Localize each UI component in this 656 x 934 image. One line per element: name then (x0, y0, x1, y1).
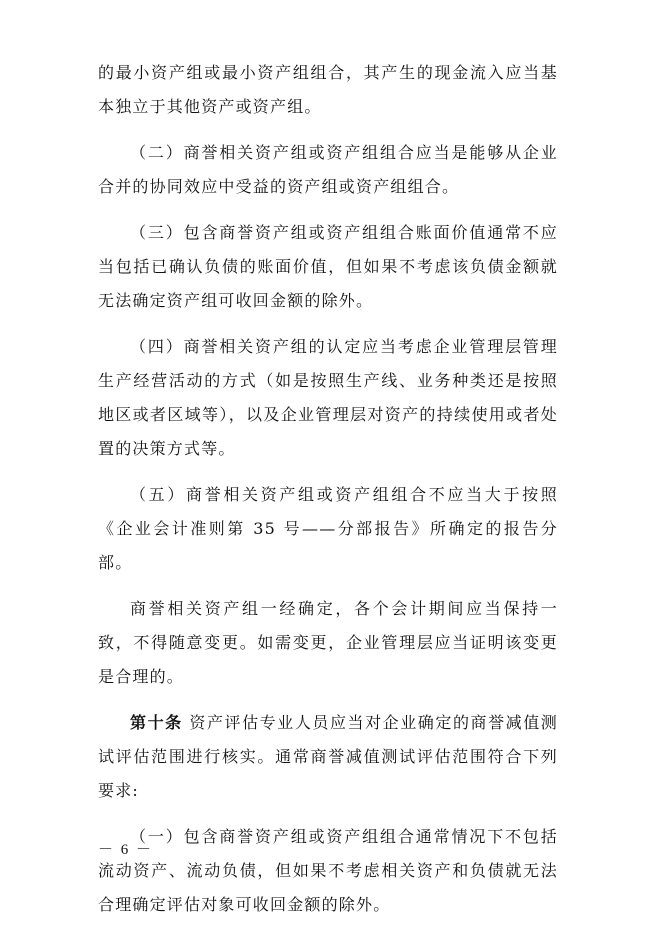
document-body (98, 56, 558, 934)
paragraph-item-3: （三）包含商誉资产组或资产组组合账面价值通常不应当包括已确认负债的账面价值，但如果不考虑该负债金额就无法确定资产组可收回金额的除外。 (98, 223, 558, 310)
page-number: － 6 － (98, 842, 154, 858)
paragraph-item-5: （五）商誉相关资产组或资产组组合不应当大于按照《企业会计准则第 35 号——分部报告》所确定的报告分部。 (98, 485, 558, 572)
article-text: 资产评估专业人员应当对企业确定的商誉减值测试评估范围进行核实。通常商誉减值测试评估范围符合下列要求: (98, 713, 559, 800)
article-heading: 第十条 (130, 713, 183, 732)
paragraph-item-2: （二）商誉相关资产组或资产组组合应当是能够从企业合并的协同效应中受益的资产组或资产组组合。 (98, 143, 558, 196)
paragraph-item-1: （一）包含商誉资产组或资产组组合通常情况下不包括流动资产、流动负债，但如果不考虑相关资产和负债就无法合理确定评估对象可收回金额的除外。 (98, 827, 558, 914)
paragraph-consistency: 商誉相关资产组一经确定，各个会计期间应当保持一致，不得随意变更。如需变更，企业管理层应当证明该变更是合理的。 (98, 599, 558, 686)
paragraph-article-10 (98, 706, 558, 808)
paragraph-item-4: （四）商誉相关资产组的认定应当考虑企业管理层管理生产经营活动的方式（如是按照生产线、业务种类还是按照地区或者区域等），以及企业管理层对资产的持续使用或者处置的决策方式等。 (98, 337, 558, 458)
paragraph-continuation: 的最小资产组或最小资产组组合，其产生的现金流入应当基本独立于其他资产或资产组。 (98, 63, 558, 116)
